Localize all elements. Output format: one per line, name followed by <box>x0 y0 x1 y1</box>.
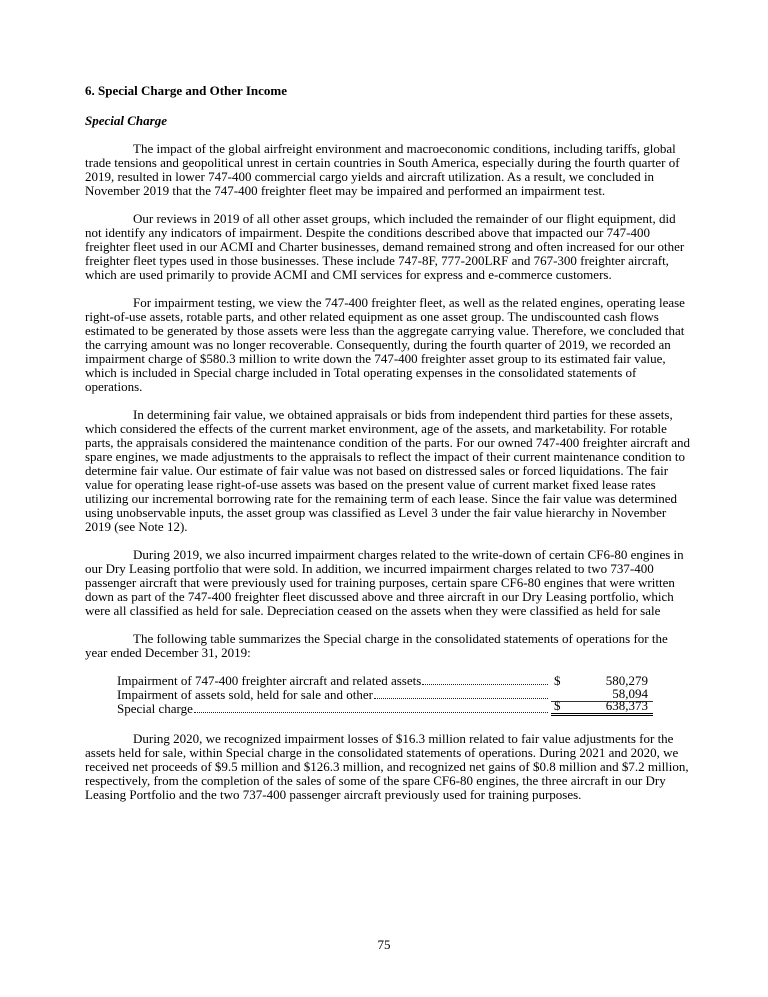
currency-symbol: $ <box>554 698 561 713</box>
paragraph-2019-impairment-charges: During 2019, we also incurred impairment charges related to the write-down of certain CF6-80 engines in our Dry Leasing portfolio that were sold. In addition, we incurred impairment charges related to two 737-400 passenger aircraft that were previously used for training purposes, certain spare CF6-80 engines that were written down as part of the 747-400 freighter fleet discussed above and three aircraft in our Dry Leasing portfolio, which were all classified as held for sale. Depreciation ceased on the assets when they were classified as held for sale <box>85 547 684 618</box>
table-row-value <box>551 699 653 716</box>
amount-value: 580,279 <box>605 673 648 688</box>
dot-leader <box>422 684 548 685</box>
amount-value: 58,094 <box>612 686 648 701</box>
table-row-special-charge-total <box>117 698 653 716</box>
dot-leader <box>374 698 548 699</box>
table-row-label: Impairment of 747-400 freighter aircraft and related assets <box>117 673 422 688</box>
paragraph-table-intro: The following table summarizes the Special charge in the consolidated statements of operations for the year ended December 31, 2019: <box>85 631 668 660</box>
dot-leader <box>194 712 548 713</box>
paragraph-airfreight-impact: The impact of the global airfreight environment and macroeconomic conditions, including tariffs, global trade tensions and geopolitical unrest in certain countries in South America, especially during the fourth quarter of 2019, resulted in lower 747-400 commercial cargo yields and aircraft utilization. As a result, we concluded in November 2019 that the 747-400 freighter fleet may be impaired and performed an impairment test. <box>85 141 680 198</box>
special-charge-table <box>117 674 653 716</box>
table-row-impairment-freighter <box>117 674 653 688</box>
paragraph-2020-impairment-losses: During 2020, we recognized impairment losses of $16.3 million related to fair value adjustments for the assets held for sale, within Special charge in the consolidated statements of operations. During 2021 and 2020, we received net proceeds of $9.5 million and $126.3 million, and recognized net gains of $0.8 million and $7.2 million, respectively, from the completion of the sales of some of the spare CF6-80 engines, the three aircraft in our Dry Leasing Portfolio and the two 737-400 passenger aircraft previously used for training purposes. <box>85 731 689 802</box>
paragraph-fair-value-determination: In determining fair value, we obtained appraisals or bids from independent third parties for these assets, which considered the effects of the current market environment, age of the assets, and marketability. For rotable parts, the appraisals considered the maintenance condition of the parts. For our owned 747-400 freighter aircraft and spare engines, we made adjustments to the appraisals to reflect the impact of their current maintenance condition to determine fair value. Our estimate of fair value was not based on distressed sales or forced liquidations. The fair value for operating lease right-of-use assets was based on the present value of current market fixed lease rates utilizing our incremental borrowing rate for the remaining term of each lease. Since the fair value was determined using unobservable inputs, the asset group was classified as Level 3 under the fair value hierarchy in November 2019 (see Note 12). <box>85 407 691 534</box>
page-number: 75 <box>377 937 391 952</box>
amount-value: 638,373 <box>605 698 648 713</box>
table-row-label: Impairment of assets sold, held for sale and other <box>117 687 373 702</box>
currency-symbol: $ <box>554 673 561 688</box>
table-row-label: Special charge <box>117 701 193 716</box>
subsection-heading: Special Charge <box>85 113 167 128</box>
paragraph-other-asset-reviews: Our reviews in 2019 of all other asset groups, which included the remainder of our flight equipment, did not identify any indicators of impairment. Despite the conditions described above that impacted our 747-400 freighter fleet used in our ACMI and Charter businesses, demand remained strong and often increased for our other freighter fleet types used in those businesses. These include 747-8F, 777-200LRF and 767-300 freighter aircraft, which are used primarily to provide ACMI and CMI services for express and e-commerce customers. <box>85 211 685 282</box>
section-heading: 6. Special Charge and Other Income <box>85 83 287 98</box>
paragraph-impairment-testing: For impairment testing, we view the 747-400 freighter fleet, as well as the related engines, operating lease right-of-use assets, rotable parts, and other related equipment as one asset group. The undiscounted cash flows estimated to be generated by those assets were less than the aggregate carrying value. Therefore, we concluded that the carrying amount was no longer recoverable. Consequently, during the fourth quarter of 2019, we recorded an impairment charge of $580.3 million to write down the 747-400 freighter asset group to its estimated fair value, which is included in Special charge included in Total operating expenses in the consolidated statements of operations. <box>85 295 685 394</box>
